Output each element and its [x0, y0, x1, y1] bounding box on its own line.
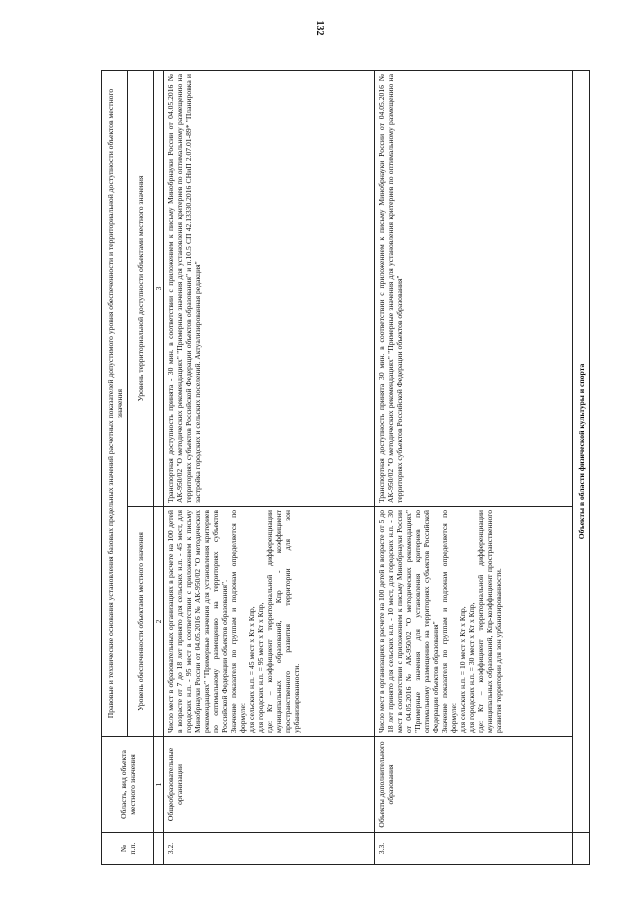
section-spacer — [573, 833, 590, 865]
row-area: Объекты дополнительного образования — [375, 737, 573, 833]
row-access: Транспортная доступность принята 30 мин. в соответствии с приложением к письму Минобрнауки России от 04.05.2016 № АК-950/02 "О методических рекомендациях" "Примерные значения для установления критериев по оптимальному размещению на территориях субъектов Российской Федерации объектов образования" — [375, 71, 573, 507]
header-provision: Уровень обеспеченности объектами местного значения — [128, 507, 154, 737]
index-cell: 3 — [154, 71, 164, 507]
index-cell: 1 — [154, 737, 164, 833]
row-access: Транспортная доступность принята - 30 мин. в соответствии с приложением к письму Минобрнауки России от 04.05.2016 № АК-950/02 "О методических рекомендациях" "Примерные значения для установления критериев по оптимальному размещению на территориях субъектов Российской Федерации объектов образования" и п.10.5 СП 42.13330.2016 СНиП 2.07.01-89* "Планировка и застройка городских и сельских поселений. Актуализированная редакция" — [164, 71, 375, 507]
row-number: 3.3. — [375, 833, 573, 865]
header-access: Уровень территориальной доступности объектами местного значения — [128, 71, 154, 507]
row-area: Общеобразовательные организации — [164, 737, 375, 833]
row-provision: Число мест в образовательных организациях в расчете на 100 детей в возрасте от 7 до 18 лет принято для сельских н.п. - 45 мест, для городских н.п. - 95 мест в соответствии с приложением к письму Минобрнауки России от 04.05.2016 № АК-950/02 "О методических рекомендациях" "Примерные значения для установления критериев по оптимальному размещению на территориях субъектов Российской Федерации объектов образования". Значение показателя по группам и подзонам определяется по формуле: для сельских н.п. = 45 мест х Кт х Кпр, для городских н.п. = 95 мест х Кт х Кпр, где: Кт – коэффициент территориальной дифференциации муниципальных образований, Кпр - коэффициент пространственного развития территории для зон урбанизированности. — [164, 507, 375, 737]
row-provision: Число мест в организациях в расчете на 100 детей в возрасте от 5 до 18 лет принято для сельских н.п. - 10 мест, для городских н.п. - 30 мест в соответствии с приложением к письму Минобрнауки России от 04.05.2016 № АК-950/02 "О методических рекомендациях" "Примерные значения для установления критериев по оптимальному размещению на территориях субъектов Российской Федерации объектов образования" Значение показателя по группам и подзонам определяется по формуле: для сельских н.п. = 10 мест х Кт х Кпр, для городских н.п. = 30 мест х Кт х Кпр, где: Кт – коэффициент территориальной дифференциации муниципальных образований, Кпр-коэффициент пространственного развития территории для зон урбанизированности. — [375, 507, 573, 737]
header-area: Область, вид объекта местного значения — [102, 737, 154, 833]
rotated-page — [101, 70, 590, 865]
index-cell — [154, 833, 164, 865]
page-number: 132 — [314, 20, 325, 36]
standards-table — [101, 70, 590, 865]
index-cell: 2 — [154, 507, 164, 737]
header-number: № п.п. — [102, 833, 154, 865]
header-group: Правовые и технические основания установления базовых предельных значений расчетных показателей допустимого уровня обеспеченности и территориальной доступности объектов местного значения — [102, 71, 128, 737]
section-title: Объекты в области физической культуры и спорта — [573, 71, 590, 833]
row-number: 3.2. — [164, 833, 375, 865]
table-row — [375, 71, 573, 865]
table-row — [164, 71, 375, 865]
